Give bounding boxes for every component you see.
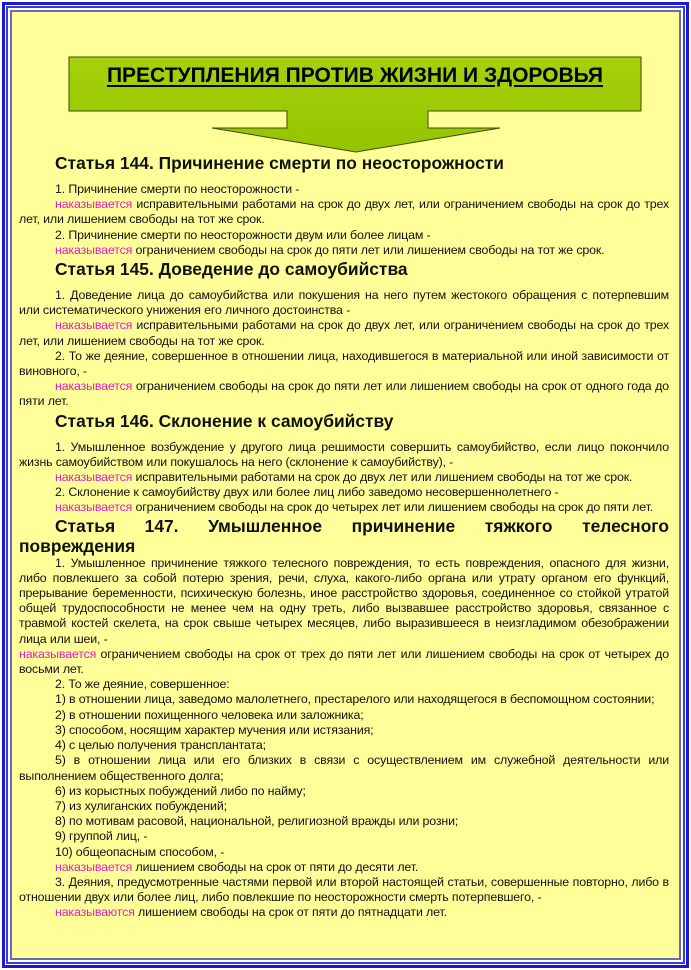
article-paragraph: наказывается исправительными работами на срок до двух лет, или ограничением свободы на срок до трех лет, или лишением свободы на тот же срок. — [19, 318, 669, 348]
article-paragraph: 2. Причинение смерти по неосторожности двум или более лицам - — [55, 227, 431, 242]
punishment-keyword: наказываются — [55, 905, 135, 920]
article-title: Статья 146. Склонение к самоубийству — [55, 410, 394, 431]
article-paragraph: наказывается исправительными работами на срок до двух лет или лишением свободы на тот же срок. — [55, 470, 633, 485]
list-item: 6) из корыстных побуждений либо по найму; — [55, 783, 306, 798]
punishment-keyword: наказывается — [55, 470, 133, 485]
article-title-continuation: повреждения — [19, 535, 136, 556]
article-paragraph: 1. Умышленное причинение тяжкого телесного повреждения, то есть повреждения, опасного для жизни, либо повлекшего за собой потерю зрения, речи, слуха, какого-либо органа или утрату органом его функций, прерывание беременности, психическую болезнь, иное расстройство здоровья, соединенное со стойкой утратой общей трудоспособности не менее чем на одну треть, либо вызвавшее расстройство здоровья, связанное с травмой костей скелета, на срок свыше четырех месяцев, либо выразившееся в неизгладимом обезображении лица или шеи, - — [19, 555, 669, 646]
list-item: 4) с целью получения трансплантата; — [55, 738, 266, 753]
article-title: Статья 145. Доведение до самоубийства — [55, 259, 408, 280]
punishment-keyword: наказывается — [55, 859, 133, 874]
punishment-keyword: наказывается — [55, 242, 133, 257]
list-item: 7) из хулиганских побуждений; — [55, 798, 227, 813]
list-item: 1) в отношении лица, заведомо малолетнего, престарелого или находящегося в беспомощном состоянии; — [55, 692, 655, 707]
punishment-keyword: наказывается — [55, 318, 133, 333]
article-paragraph: наказываются лишением свободы на срок от пяти до пятнадцати лет. — [55, 905, 447, 920]
list-item: 3) способом, носящим характер мучения или истязания; — [55, 722, 374, 737]
article-paragraph: наказывается ограничением свободы на срок до четырех лет или лишением свободы на срок до пяти лет. — [55, 500, 654, 515]
punishment-keyword: наказывается — [55, 197, 133, 212]
banner-title: ПРЕСТУПЛЕНИЯ ПРОТИВ ЖИЗНИ И ЗДОРОВЬЯ — [106, 64, 604, 87]
document-body — [19, 152, 669, 921]
article-paragraph: 1. Причинение смерти по неосторожности - — [55, 182, 300, 196]
list-item: 5) в отношении лица или его близких в связи с осуществлением им служебной деятельности или выполнением общественного долга; — [19, 753, 669, 783]
punishment-keyword: наказывается — [55, 500, 133, 515]
article-145 — [19, 258, 669, 410]
article-paragraph: наказывается ограничением свободы на срок от трех до пяти лет или лишением свободы на срок от четырех до восьми лет. — [19, 646, 669, 677]
list-item: 8) по мотивам расовой, национальной, религиозной вражды или розни; — [55, 814, 459, 829]
article-paragraph: 2. Склонение к самоубийству двух или более лиц либо заведомо несовершеннолетнего - — [55, 485, 559, 500]
article-paragraph: 1. Умышленное возбуждение у другого лица решимости совершить самоубийство, если лицо покончило жизнь самоубийством или покушалось на него (склонение к самоубийству), - — [19, 439, 669, 469]
list-item: 10) общеопасным способом, - — [55, 844, 225, 859]
punishment-keyword: наказывается — [55, 379, 133, 394]
article-paragraph: 1. Доведение лица до самоубийства или покушения на него путем жестокого обращения с потерпевшим или систематического унижения его личного достоинства - — [19, 288, 669, 318]
article-paragraph: 2. То же деяние, совершенное в отношении лица, находившегося в материальной или иной зависимости от виновного, - — [19, 348, 669, 379]
punishment-keyword: наказывается — [19, 646, 97, 661]
article-title: Статья 147. Умышленное причинение тяжкого телесного — [55, 515, 669, 536]
article-paragraph: наказывается ограничением свободы на срок до пяти лет или лишением свободы на срок от одного года до пяти лет. — [19, 379, 669, 409]
article-paragraph: 3. Деяния, предусмотренные частями первой или второй настоящей статьи, совершенные повторно, либо в отношении двух или более лиц, либо повлекшие по неосторожности смерть потерпевшего, - — [19, 874, 669, 905]
article-title: Статья 144. Причинение смерти по неосторожности — [55, 153, 504, 173]
article-144 — [19, 152, 669, 258]
article-paragraph: наказывается лишением свободы на срок от пяти до десяти лет. — [55, 859, 419, 874]
article-paragraph: наказывается ограничением свободы на срок до пяти лет или лишением свободы на тот же срок. — [55, 242, 605, 257]
list-item: 9) группой лиц, - — [55, 829, 148, 844]
article-paragraph: наказывается исправительными работами на срок до двух лет, или ограничением свободы на срок до трех лет, или лишением свободы на тот же срок. — [19, 197, 669, 227]
article-paragraph: 2. То же деяние, совершенное: — [55, 677, 230, 692]
article-147 — [19, 516, 669, 921]
list-item: 2) в отношении похищенного человека или заложника; — [55, 707, 364, 722]
article-146 — [19, 410, 669, 516]
